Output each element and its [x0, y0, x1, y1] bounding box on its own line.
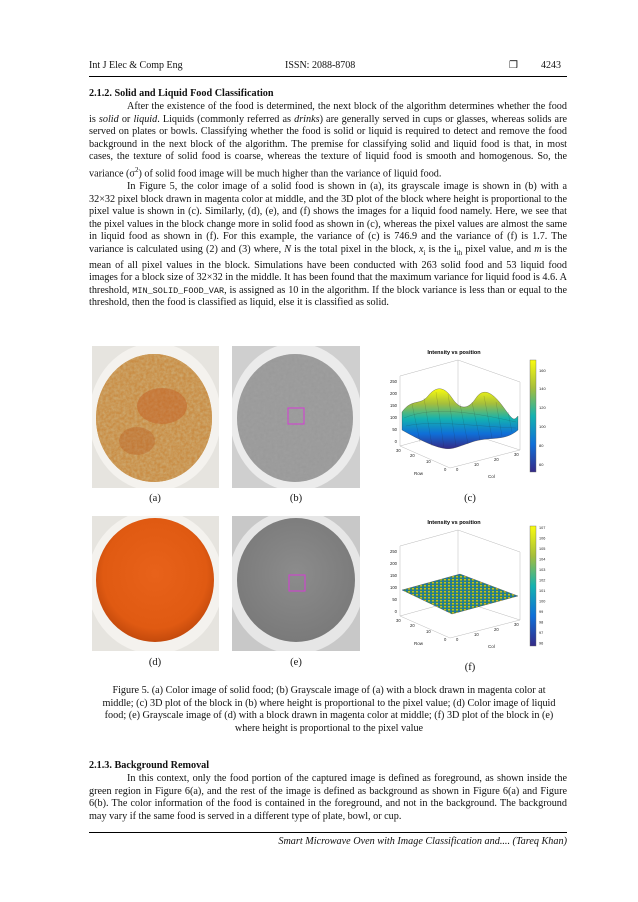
plot-c-col-tick: 10: [474, 462, 479, 467]
plot-c-row-tick: 0: [444, 467, 447, 472]
plot-c-col-tick: 30: [514, 452, 519, 457]
plot-f-col-label: Col: [488, 644, 495, 649]
plot-c-cbar-tick: 100: [539, 424, 546, 429]
journal-name: Int J Elec & Comp Eng: [89, 60, 183, 71]
plot-f-z-tick: 0: [394, 609, 397, 614]
plot-f-z-tick: 150: [390, 573, 397, 578]
plot-f-col-tick: 0: [456, 637, 459, 642]
plot-c-cbar-tick: 140: [539, 386, 546, 391]
plot-f-col-tick: 30: [514, 622, 519, 627]
threshold-constant: MIN_SOLID_FOOD_VAR: [132, 285, 225, 296]
plot-c-cbar-tick: 80: [539, 443, 544, 448]
plot-f-cbar-tick: 98: [539, 620, 544, 625]
plot-f-col-tick: 20: [494, 627, 499, 632]
plot-f-z-tick: 200: [390, 561, 397, 566]
paragraph-3: In this context, only the food portion of the captured image is defined as foreground, as shown inside the green region in Figure 6(a), and the rest of the image is defined as background as shown in Figure 6(a) and Figure 6(b). The color information of the food is contained in the foreground, and not in the background. The background may vary if the same food is served in a different type of plate, bowl, or cup.: [89, 773, 567, 822]
plot-c-col-tick: 20: [494, 457, 499, 462]
plot-c-z-tick: 250: [390, 379, 397, 384]
plot-c-z-tick: 0: [394, 439, 397, 444]
plot-f-cbar-tick: 104: [539, 557, 546, 562]
plot-f-row-tick: 10: [426, 629, 431, 634]
label-a: (a): [149, 493, 161, 504]
issn: ISSN: 2088-8708: [285, 60, 356, 71]
label-f: (f): [464, 662, 476, 673]
plot-f-cbar-tick: 106: [539, 536, 546, 541]
plot-f-title: Intensity vs position: [427, 520, 481, 526]
figure-b-solid-food-gray: [232, 346, 360, 488]
plot-c-z-tick: 50: [392, 427, 397, 432]
plot-f-z-tick: 100: [390, 585, 397, 590]
plot-c-z-tick: 100: [390, 415, 397, 420]
plot-c-col-tick: 0: [456, 467, 459, 472]
plot-c-row-tick: 30: [396, 448, 401, 453]
figure-a-solid-food-color: [92, 346, 219, 488]
plot-f-cbar-tick: 96: [539, 641, 544, 646]
plot-f-cbar-tick: 105: [539, 547, 546, 551]
figure-e-liquid-food-gray: [232, 516, 360, 651]
plot-f-row-tick: 30: [396, 618, 401, 623]
section-heading-213: 2.1.3. Background Removal: [89, 760, 210, 771]
footer-rule: [89, 832, 567, 833]
plot-c-cbar-tick: 160: [539, 368, 546, 373]
plot-c-row-label: Row: [414, 471, 424, 476]
plot-c-col-label: Col: [488, 474, 495, 479]
plot-f-cbar-tick: 103: [539, 568, 546, 572]
label-e: (e): [290, 657, 302, 668]
running-footer: Smart Microwave Oven with Image Classification and.... (Tareq Khan): [278, 836, 567, 847]
page-number: 4243: [541, 60, 561, 71]
plot-c-title: Intensity vs position: [427, 350, 481, 356]
header-rule: [89, 76, 567, 77]
plot-f-cbar-tick: 100: [539, 599, 546, 604]
paragraph-1: After the existence of the food is determined, the next block of the algorithm determines whether the food is solid or liquid. Liquids (commonly referred as drinks) are generally served in cups or glasses, whereas solids are served on plates or bowls. Classifying whether the food is solid or liquid is required to detect and remove the food background in the next block of the algorithm. The premise for classifying solid and liquid food is that, in most cases, the texture of solid food is coarse, whereas the texture of liquid food is smooth and homogenous. So, the variance $(\sigma^2)$ of solid food image will be much higher than the variance of liquid food.: [89, 101, 567, 180]
section-heading-212: 2.1.2. Solid and Liquid Food Classification: [89, 88, 274, 99]
plot-f-cbar-tick: 107: [539, 526, 546, 530]
plot-f-row-tick: 20: [410, 623, 415, 628]
box-icon: ❒: [509, 60, 518, 71]
plot-c-z-tick: 200: [390, 391, 397, 396]
section-213-body: [89, 773, 567, 823]
plot-f-z-tick: 50: [392, 597, 397, 602]
plot-f-cbar-tick: 102: [539, 578, 546, 583]
plot-f-colorbar: [530, 526, 536, 646]
plot-c-colorbar: [530, 360, 536, 472]
plot-f-col-tick: 10: [474, 632, 479, 637]
plot-f-z-tick: 250: [390, 549, 397, 554]
plot-c-z-tick: 150: [390, 403, 397, 408]
label-d: (d): [148, 657, 162, 668]
plot-c-row-tick: 20: [410, 453, 415, 458]
label-c: (c): [464, 493, 476, 504]
plot-f-row-label: Row: [414, 641, 424, 646]
figure-d-liquid-food-color: [92, 516, 219, 651]
plot-c-cbar-tick: 60: [539, 462, 544, 467]
figure-c-3d-plot-solid: [372, 346, 558, 488]
plot-f-cbar-tick: 99: [539, 610, 544, 614]
figure-f-3d-plot-liquid: [372, 516, 558, 658]
plot-f-row-tick: 0: [444, 637, 447, 642]
plot-f-cbar-tick: 97: [539, 631, 544, 635]
plot-c-row-tick: 10: [426, 459, 431, 464]
plot-f-cbar-tick: 101: [539, 589, 546, 593]
label-b: (b): [289, 493, 303, 504]
section-212-body: [89, 101, 567, 310]
plot-c-cbar-tick: 120: [539, 405, 546, 410]
figure-5-caption: Figure 5. (a) Color image of solid food; (b) Grayscale image of (a) with a block drawn in magenta color at middle; (c) 3D plot of the block in (b) where height is proportional to the pixel value; (d) Color image of liquid food; (e) Grayscale image of (d) with a block drawn in magenta color at middle; (f) 3D plot of the block in (e) where height is proportional to the pixel value: [102, 685, 556, 734]
paragraph-2: In Figure 5, the color image of a solid food is shown in (a), its grayscale image is shown in (b) with a 32×32 pixel block drawn in magenta color at middle, and the 3D plot of the block where height is proportional to the pixel value is shown in (c). Similarly, (d), (e), and (f) shows the images for a liquid food namely. Here, we see that the pixel values in the block change more in solid food as shown in (c), whereas the pixel values are almost the same in liquid food as shown in (f). For this example, the variance of (c) is 746.9 and the variance of (f) is 1.7. The variance is calculated using (2) and (3) where, N is the total pixel in the block, $x_i$ is the $i_{th}$ pixel value, and m is the mean of all pixel values in the block. Simulations have been conducted with 263 solid food and 53 liquid food images for a block size of 32×32 in the middle. It has been found that the maximum variance for liquid food is 4.6. A threshold, MIN_SOLID_FOOD_VAR, is assigned as 10 in the algorithm. If the block variance is less than or equal to the threshold, then the food is classified as liquid, else it is classified as solid.: [89, 180, 567, 309]
